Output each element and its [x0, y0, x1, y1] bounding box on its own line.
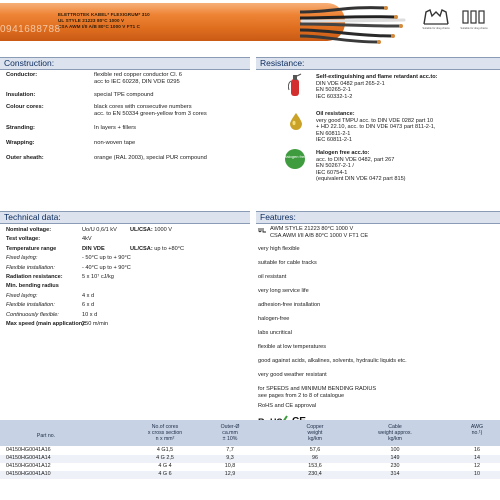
table-cell: 12 — [474, 463, 480, 469]
table-cell: 96 — [312, 455, 318, 461]
technical-label: Test voltage: — [6, 236, 41, 243]
header-photo — [0, 0, 500, 48]
table-cell: 04150HG0041A14 — [6, 455, 51, 461]
halogen-badge-text: Halogen free — [284, 154, 306, 159]
table-cell: 04150HG0041A10 — [6, 471, 51, 477]
drag-chain-icon — [422, 8, 450, 26]
construction-value: special TPE compound — [94, 92, 154, 98]
construction-label: Colour cores: — [6, 104, 44, 110]
technical-value: 1000 V — [152, 227, 172, 233]
cable-image — [0, 3, 345, 41]
resistance-header: Resistance: — [256, 57, 500, 70]
drag-chain-logo — [458, 8, 490, 34]
halogen-free-badge-icon — [284, 148, 306, 170]
cable-wires-icon — [300, 2, 410, 44]
construction-header: Construction: — [0, 57, 250, 70]
technical-value: DIN VDE — [82, 245, 105, 252]
table-cell: 04150HG0041A12 — [6, 463, 51, 469]
cable-print — [58, 12, 150, 30]
table-cell: 4 G 6 — [158, 471, 172, 477]
feature-item: for SPEEDS and MINIMUM BENDING RADIUS see pages from 2 to 8 of catalogue — [258, 386, 377, 399]
drag-chain-logo — [420, 8, 452, 34]
construction-label: Conductor: — [6, 72, 38, 78]
resistance-oil — [316, 111, 496, 144]
table-cell: 230 — [390, 463, 400, 469]
feature-item: flexible at low temperatures — [258, 344, 327, 350]
technical-label: Fixed laying: — [6, 292, 38, 299]
construction-label: Outer sheath: — [6, 155, 44, 161]
feature-item: very long service life — [258, 288, 309, 294]
feature-item: adhesion-free installation — [258, 302, 321, 308]
construction-value: black cores with consecutive numbers acc. to EN 50334 green-yellow from 3 cores — [94, 104, 207, 117]
construction-label: Stranding: — [6, 125, 35, 131]
technical-label: Min. bending radius — [6, 283, 59, 290]
construction-value: In layers + fillers — [94, 125, 137, 131]
technical-value-label: UL/CSA: — [130, 227, 153, 233]
table-cell: 4 G 4 — [158, 463, 172, 469]
table-cell: 314 — [390, 471, 400, 477]
table-column-header: Copper weight kg/km — [306, 424, 324, 442]
table-cell: 9,3 — [226, 455, 234, 461]
feature-item: very good weather resistant — [258, 372, 327, 378]
technical-value: - 40°C up to + 90°C — [82, 264, 131, 271]
technical-label: Continuously flexible: — [6, 311, 59, 318]
table-column-header: Cable weight approx. kg/km — [378, 424, 412, 442]
logo-caption: Suitable for drag chains — [422, 27, 450, 30]
table-cell: 04150HG0041A16 — [6, 447, 51, 453]
feature-item: oil resistant — [258, 274, 287, 280]
table-cell: 7,7 — [226, 447, 234, 453]
construction-label: Insulation: — [6, 92, 36, 98]
logo-caption: Suitable for drag chains — [460, 27, 488, 30]
resistance-text: acc. to DIN VDE 0482, part 267 EN 50267-2-1 / IEC 60754-1 (equivalent DIN VDE 0472 part 815) — [316, 156, 406, 183]
fire-extinguisher-icon — [288, 73, 302, 97]
resistance-heading: Self-extinguishing and flame retardant acc.to: — [316, 74, 438, 80]
table-cell: 10,8 — [224, 463, 236, 469]
technical-value: - 50°C up to + 90°C — [82, 255, 131, 262]
construction-value: flexible red copper conductor Cl. 6 acc to IEC 60228, DIN VDE 0295 — [94, 72, 182, 85]
technical-value: 6 x d — [82, 302, 95, 309]
feature-item: suitable for cable tracks — [258, 260, 317, 266]
oil-drop-icon — [288, 112, 304, 130]
construction-label: Wrapping: — [6, 140, 35, 146]
construction-value: orange (RAL 2003), special PUR compound — [94, 155, 207, 161]
technical-label: Radiation resistance: — [6, 274, 63, 280]
resistance-flame — [316, 74, 496, 100]
technical-value: 4kV — [82, 236, 92, 243]
construction-value: non-woven tape — [94, 140, 136, 146]
drag-chain-icon — [460, 8, 488, 26]
watermark: 0941688788 — [0, 24, 61, 35]
table-column-header: Part no. — [36, 433, 56, 439]
table-column-header: Outer-Ø ca.mm ± 10% — [220, 424, 240, 442]
feature-item: very high flexible — [258, 246, 300, 252]
technical-label: Flexible installation: — [6, 264, 55, 271]
table-column-header: No.of cores x cross section n x mm² — [147, 424, 183, 442]
resistance-heading: Oil resistance: — [316, 111, 355, 117]
table-cell: 16 — [474, 447, 480, 453]
technical-value: up to +80°C — [152, 245, 185, 252]
feature-item: RoHS and CE approval — [258, 403, 317, 409]
ul-mark-icon — [258, 227, 268, 233]
technical-header: Technical data: — [0, 211, 250, 224]
feature-item: AWM STYLE 21223 80°C 1000 V CSA AWM I/II A/B 80°C 1000 V FT1 CE — [270, 226, 369, 239]
table-cell: 10 — [474, 471, 480, 477]
table-cell: 153,6 — [308, 463, 322, 469]
feature-item: good against acids, alkalines, solvents, hydraulic liquids etc. — [258, 358, 407, 364]
table-cell: 14 — [474, 455, 480, 461]
resistance-halogen — [316, 150, 496, 183]
table-cell: 4 G 2,5 — [156, 455, 174, 461]
resistance-text: DIN VDE 0482 part 265-2-1 EN 50265-2-1 IEC 60332-1-2 — [316, 80, 385, 100]
technical-value: 10 x d — [82, 311, 98, 318]
table-column-header: AWG no.¹) — [470, 424, 484, 436]
technical-value-label: UL/CSA: — [130, 245, 153, 252]
table-cell: 57,6 — [309, 447, 321, 453]
table-cell: 149 — [390, 455, 400, 461]
table-cell: 100 — [390, 447, 400, 453]
resistance-heading: Halogen free acc.to: — [316, 150, 370, 156]
technical-value: 5 x 10⁷ cJ/kg — [82, 274, 114, 280]
feature-item: labs uncritical — [258, 330, 292, 336]
technical-label: Nominal voltage: — [6, 227, 52, 233]
technical-value: Uo/U 0,6/1 kV — [82, 227, 117, 233]
table-cell: 230,4 — [308, 471, 322, 477]
technical-value: 250 m/min — [82, 321, 109, 327]
technical-label: Max speed (main application): — [6, 321, 86, 327]
table-cell: 12,9 — [224, 471, 236, 477]
cable-print-line: UL STYLE 21223 80°C 1000 V — [58, 18, 125, 23]
cable-print-line: ELETTROTEK KABEL* FLEXIGRUM* 310 — [58, 12, 150, 17]
technical-value: 4 x d — [82, 292, 95, 299]
features-header: Features: — [256, 211, 500, 224]
technical-label: Temperature range — [6, 245, 57, 252]
cable-print-line: CSA AWM I/II A/B 80°C 1000 V FT1 C — [58, 24, 141, 29]
table-cell: 4 G1,5 — [156, 447, 174, 453]
technical-label: Fixed laying: — [6, 255, 38, 262]
resistance-text: very good TMPU acc. to DIN VDE 0282 part 10 + HD 22.10, acc. to DIN VDE 0473 part 811-2-1, EN 60811-2-1 IEC 60811-2-1 — [316, 117, 436, 144]
feature-item: halogen-free — [258, 316, 290, 322]
technical-label: Flexible installation: — [6, 302, 55, 309]
